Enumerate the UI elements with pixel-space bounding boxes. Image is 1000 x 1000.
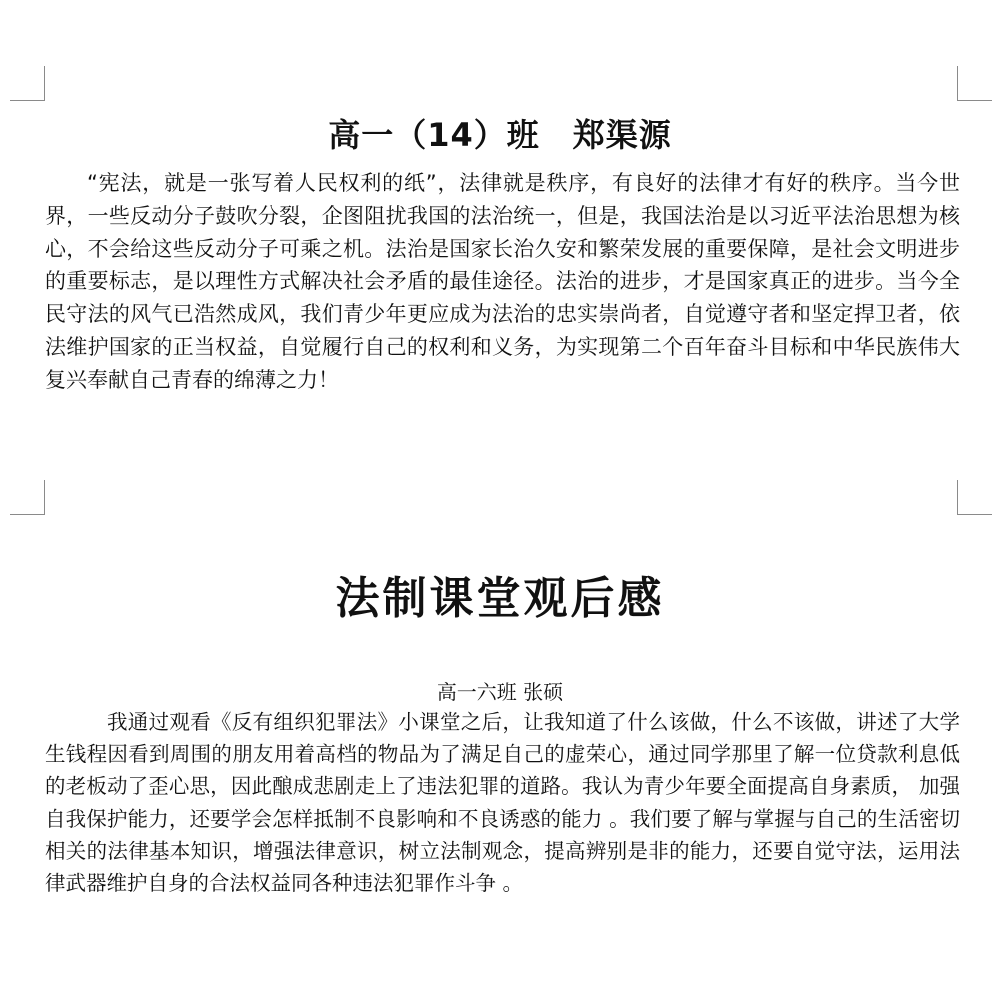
page2-title: 法制课堂观后感	[335, 573, 665, 624]
page2-author: 高一六班 张硕	[436, 680, 564, 704]
page2-body: 我通过观看《反有组织犯罪法》小课堂之后，让我知道了什么该做，什么不该做，讲述了大学生钱程因看到周围的朋友用着高档的物品为了满足自己的虚荣心，通过同学那里了解一位贷款利息低的老板动了歪心思，因此酿成悲剧走上了违法犯罪的道路。我认为青少年要全面提高自身素质， 加强自我保护能力，还要学会怎样抵制不良影响和不良诱惑的能力 。我们要了解与掌握与自己的生活密切相关的法律基本知识，增强法律意识，树立法制观念，提高辨别是非的能力，还要自觉守法，运用法律武器维护自身的合法权益同各种违法犯罪作斗争 。	[45, 710, 960, 896]
page1-body: “宪法，就是一张写着人民权利的纸”，法律就是秩序，有良好的法律才有好的秩序。当今世界，一些反动分子鼓吹分裂，企图阻扰我国的法治统一，但是，我国法治是以习近平法治思想为核心，不会给这些反动分子可乘之机。法治是国家长治久安和繁荣发展的重要保障，是社会文明进步的重要标志，是以理性方式解决社会矛盾的最佳途径。法治的进步，才是国家真正的进步。当今全民守法的风气已浩然成风，我们青少年更应成为法治的忠实崇尚者，自觉遵守者和坚定捍卫者，依法维护国家的正当权益，自觉履行自己的权利和义务，为实现第二个百年奋斗目标和中华民族伟大复兴奉献自己青春的绵薄之力！	[45, 171, 960, 392]
crop-mark-top-right-page2	[957, 480, 992, 515]
crop-mark-top-left-page2	[10, 480, 45, 515]
crop-mark-top-right-page1	[957, 66, 992, 101]
crop-mark-top-left-page1	[10, 66, 45, 101]
page1-heading: 高一（14）班 郑渠源	[328, 116, 672, 154]
